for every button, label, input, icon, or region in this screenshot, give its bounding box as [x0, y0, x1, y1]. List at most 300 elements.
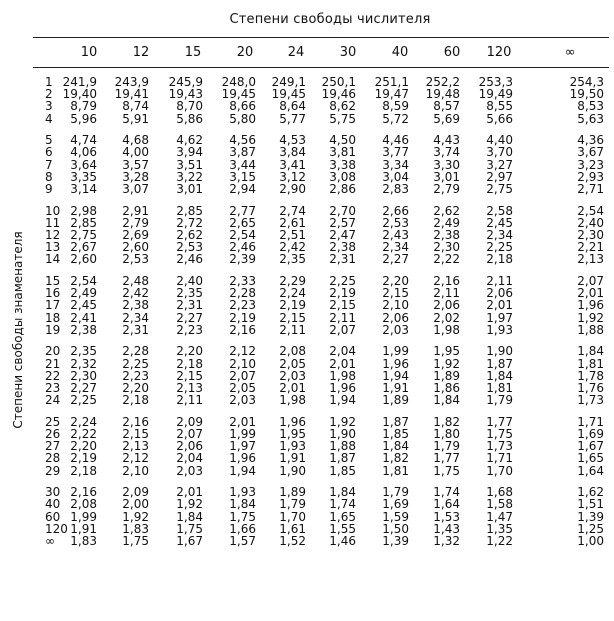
- table-cell: 4,43: [433, 133, 460, 148]
- table-cell: 5,91: [122, 111, 149, 126]
- table-cell: 2,79: [433, 182, 460, 196]
- table-cell: 2,07: [176, 427, 203, 441]
- table-cell: 2,53: [176, 240, 203, 255]
- table-cell: 1,81: [577, 356, 604, 371]
- table-cell: 2,90: [279, 182, 306, 196]
- table-cell: 2,03: [382, 322, 409, 337]
- table-cell: 2,98: [70, 203, 97, 218]
- table-cell: 2,57: [329, 215, 356, 230]
- table-cell: 2,15: [329, 298, 356, 313]
- table-cell: 8,64: [279, 99, 306, 114]
- row-df-label: 13: [45, 240, 61, 255]
- table-cell: 2,85: [70, 215, 97, 230]
- table-cell: 1,98: [279, 393, 306, 408]
- table-cell: 1,65: [329, 509, 356, 524]
- table-cell: 2,20: [122, 381, 149, 395]
- table-cell: 1,65: [577, 451, 604, 466]
- table-cell: 2,22: [433, 252, 460, 267]
- table-cell: 2,05: [279, 356, 306, 371]
- table-cell: 2,35: [279, 252, 306, 267]
- table-cell: 19,47: [374, 87, 409, 102]
- table-cell: 1,74: [433, 485, 460, 500]
- row-df-label: 23: [45, 381, 61, 395]
- table-cell: 2,02: [433, 310, 460, 325]
- table-cell: 2,53: [382, 215, 409, 230]
- table-cell: 8,79: [70, 99, 97, 114]
- row-df-label: 20: [45, 344, 61, 359]
- table-cell: 1,39: [382, 534, 409, 548]
- table-cell: 2,15: [279, 310, 306, 325]
- table-cell: 1,87: [329, 451, 356, 466]
- table-cell: 1,83: [122, 521, 149, 536]
- table-cell: 1,89: [433, 368, 460, 383]
- table-cell: 5,66: [486, 111, 513, 126]
- table-cell: 2,25: [70, 393, 97, 408]
- table-cell: 1,74: [329, 497, 356, 512]
- table-cell: 1,52: [279, 534, 306, 548]
- table-row: [0, 394, 614, 406]
- table-cell: 2,18: [70, 463, 97, 478]
- table-cell: 1,92: [176, 497, 203, 512]
- table-cell: 3,14: [70, 182, 97, 196]
- table-cell: 2,11: [329, 310, 356, 325]
- table-cell: 2,31: [329, 252, 356, 267]
- table-cell: 1,77: [433, 451, 460, 466]
- table-cell: 1,55: [329, 521, 356, 536]
- table-row: [0, 76, 614, 88]
- table-cell: 1,66: [229, 521, 256, 536]
- table-cell: 2,05: [229, 381, 256, 395]
- table-cell: 2,69: [122, 228, 149, 242]
- table-row: [0, 465, 614, 477]
- row-df-label: 2: [45, 87, 53, 102]
- table-cell: 2,24: [279, 286, 306, 301]
- row-df-label: 21: [45, 356, 61, 371]
- table-cell: 2,66: [382, 203, 409, 218]
- table-row: [0, 134, 614, 146]
- table-cell: 4,74: [70, 133, 97, 148]
- table-cell: 1,75: [433, 463, 460, 478]
- table-cell: 2,13: [122, 439, 149, 454]
- table-cell: 1,57: [229, 534, 256, 548]
- table-cell: 1,85: [329, 463, 356, 478]
- table-cell: 1,64: [433, 497, 460, 512]
- table-cell: 1,83: [70, 534, 97, 548]
- table-cell: 1,92: [122, 509, 149, 524]
- table-cell: 2,16: [70, 485, 97, 500]
- table-cell: 2,20: [382, 274, 409, 288]
- table-cell: 1,87: [382, 414, 409, 429]
- table-cell: 3,35: [70, 169, 97, 184]
- table-cell: 1,98: [329, 368, 356, 383]
- row-df-label: 17: [45, 298, 61, 313]
- table-cell: 1,78: [577, 368, 604, 383]
- table-cell: 252,2: [425, 75, 460, 89]
- table-cell: 245,9: [168, 75, 203, 89]
- table-cell: 3,51: [176, 157, 203, 172]
- table-cell: 1,75: [486, 427, 513, 441]
- table-cell: 2,33: [229, 274, 256, 288]
- table-cell: 2,25: [122, 356, 149, 371]
- table-cell: 1,70: [486, 463, 513, 478]
- denominator-df-caption-text: Степени свободы знаменателя: [11, 231, 25, 429]
- row-df-label: 40: [45, 497, 61, 512]
- table-cell: 4,68: [122, 133, 149, 148]
- table-cell: 2,58: [486, 203, 513, 218]
- table-cell: 8,62: [329, 99, 356, 114]
- table-cell: 1,84: [433, 393, 460, 408]
- table-cell: 2,35: [70, 344, 97, 359]
- table-cell: 2,16: [122, 414, 149, 429]
- row-df-label: 29: [45, 463, 61, 478]
- table-cell: 2,61: [279, 215, 306, 230]
- table-cell: 19,49: [478, 87, 513, 102]
- table-cell: 1,68: [486, 485, 513, 500]
- table-cell: 3,67: [577, 145, 604, 160]
- table-cell: 2,29: [279, 274, 306, 288]
- table-cell: 2,93: [577, 169, 604, 184]
- table-cell: 2,18: [176, 356, 203, 371]
- table-cell: 2,19: [70, 451, 97, 466]
- table-cell: 2,24: [70, 414, 97, 429]
- table-cell: 2,28: [229, 286, 256, 301]
- table-row: [0, 312, 614, 324]
- table-cell: 2,62: [176, 228, 203, 242]
- table-cell: 19,46: [321, 87, 356, 102]
- table-row: [0, 287, 614, 299]
- table-cell: 2,38: [70, 322, 97, 337]
- table-cell: 1,99: [382, 344, 409, 359]
- table-cell: 2,41: [70, 310, 97, 325]
- table-row: [0, 535, 614, 547]
- table-cell: 2,45: [70, 298, 97, 313]
- table-cell: 2,27: [382, 252, 409, 267]
- table-cell: 3,74: [433, 145, 460, 160]
- table-cell: 3,34: [382, 157, 409, 172]
- table-cell: 2,15: [176, 368, 203, 383]
- table-cell: 2,11: [433, 286, 460, 301]
- table-cell: 1,93: [229, 485, 256, 500]
- table-row: [0, 100, 614, 112]
- table-cell: 1,97: [486, 310, 513, 325]
- table-cell: 1,32: [433, 534, 460, 548]
- table-row: [0, 358, 614, 370]
- row-df-label: 3: [45, 99, 53, 114]
- table-cell: 2,10: [122, 463, 149, 478]
- table-row: [0, 88, 614, 100]
- table-cell: 250,1: [321, 75, 356, 89]
- column-header: 12: [132, 45, 150, 60]
- row-df-label: 30: [45, 485, 61, 500]
- table-cell: 2,43: [382, 228, 409, 242]
- table-cell: 8,59: [382, 99, 409, 114]
- table-cell: 2,10: [229, 356, 256, 371]
- table-cell: 2,94: [229, 182, 256, 196]
- table-cell: 2,38: [329, 240, 356, 255]
- table-row: [0, 241, 614, 253]
- table-cell: 1,62: [577, 485, 604, 500]
- table-cell: 2,86: [329, 182, 356, 196]
- table-cell: 3,01: [176, 182, 203, 196]
- table-cell: 1,94: [229, 463, 256, 478]
- table-cell: 2,75: [486, 182, 513, 196]
- table-cell: 1,89: [382, 393, 409, 408]
- table-cell: 2,42: [279, 240, 306, 255]
- row-df-label: 25: [45, 414, 61, 429]
- row-df-label: 26: [45, 427, 61, 441]
- table-row: [0, 275, 614, 287]
- table-cell: 19,45: [221, 87, 256, 102]
- table-cell: 2,15: [122, 427, 149, 441]
- table-cell: 2,16: [433, 274, 460, 288]
- table-cell: 1,84: [176, 509, 203, 524]
- row-df-label: 15: [45, 274, 61, 288]
- table-cell: 3,38: [329, 157, 356, 172]
- table-row: [0, 452, 614, 464]
- column-header: 20: [236, 45, 254, 60]
- table-cell: 2,18: [122, 393, 149, 408]
- table-cell: 2,23: [176, 322, 203, 337]
- table-cell: 2,11: [176, 393, 203, 408]
- table-cell: 2,11: [486, 274, 513, 288]
- table-cell: 1,96: [382, 356, 409, 371]
- table-cell: 1,71: [486, 451, 513, 466]
- table-row: [0, 299, 614, 311]
- table-cell: 3,22: [176, 169, 203, 184]
- table-cell: 2,07: [229, 368, 256, 383]
- table-cell: 1,99: [70, 509, 97, 524]
- table-cell: 1,88: [329, 439, 356, 454]
- table-cell: 2,00: [122, 497, 149, 512]
- table-cell: 3,64: [70, 157, 97, 172]
- table-cell: 2,30: [433, 240, 460, 255]
- table-cell: 1,91: [70, 521, 97, 536]
- table-cell: 1,75: [229, 509, 256, 524]
- table-cell: 3,07: [122, 182, 149, 196]
- row-df-label: 120: [45, 521, 68, 536]
- table-cell: 2,09: [176, 414, 203, 429]
- table-cell: 2,32: [70, 356, 97, 371]
- table-cell: 5,69: [433, 111, 460, 126]
- row-df-label: ∞: [45, 534, 55, 548]
- table-cell: 1,96: [279, 414, 306, 429]
- table-cell: 1,84: [486, 368, 513, 383]
- table-cell: 1,00: [577, 534, 604, 548]
- row-df-label: 8: [45, 169, 53, 184]
- table-cell: 1,98: [433, 322, 460, 337]
- table-cell: 1,97: [229, 439, 256, 454]
- table-cell: 2,01: [279, 381, 306, 395]
- table-cell: 5,72: [382, 111, 409, 126]
- table-cell: 8,57: [433, 99, 460, 114]
- table-cell: 1,94: [329, 393, 356, 408]
- table-cell: 241,9: [62, 75, 97, 89]
- table-cell: 2,08: [70, 497, 97, 512]
- table-cell: 254,3: [569, 75, 604, 89]
- table-cell: 2,25: [329, 274, 356, 288]
- row-df-label: 28: [45, 451, 61, 466]
- table-cell: 1,93: [279, 439, 306, 454]
- row-df-label: 10: [45, 203, 61, 218]
- table-cell: 1,96: [229, 451, 256, 466]
- table-cell: 4,00: [122, 145, 149, 160]
- table-cell: 1,85: [382, 427, 409, 441]
- table-cell: 2,07: [577, 274, 604, 288]
- table-cell: 1,59: [382, 509, 409, 524]
- column-header: 10: [80, 45, 98, 60]
- table-cell: 1,84: [382, 439, 409, 454]
- table-cell: 1,84: [329, 485, 356, 500]
- table-row: [0, 498, 614, 510]
- row-df-label: 60: [45, 509, 61, 524]
- table-row: [0, 440, 614, 452]
- table-cell: 2,46: [229, 240, 256, 255]
- table-cell: 1,76: [577, 381, 604, 395]
- table-cell: 3,12: [279, 169, 306, 184]
- table-cell: 3,94: [176, 145, 203, 160]
- table-cell: 2,39: [229, 252, 256, 267]
- column-header: 15: [184, 45, 202, 60]
- table-cell: 3,28: [122, 169, 149, 184]
- table-cell: 4,06: [70, 145, 97, 160]
- table-cell: 3,01: [433, 169, 460, 184]
- table-cell: 3,15: [229, 169, 256, 184]
- table-cell: 1,88: [577, 322, 604, 337]
- table-cell: 2,11: [279, 322, 306, 337]
- table-cell: 2,34: [486, 228, 513, 242]
- table-cell: 1,91: [279, 451, 306, 466]
- table-cell: 3,70: [486, 145, 513, 160]
- table-cell: 1,87: [486, 356, 513, 371]
- numerator-df-caption: Степени свободы числителя: [229, 12, 431, 27]
- table-cell: 19,41: [114, 87, 149, 102]
- table-cell: 2,12: [122, 451, 149, 466]
- table-cell: 251,1: [374, 75, 409, 89]
- table-row: [0, 183, 614, 195]
- header-rule: [33, 67, 609, 68]
- table-cell: 2,27: [70, 381, 97, 395]
- row-df-label: 22: [45, 368, 61, 383]
- table-cell: 1,92: [577, 310, 604, 325]
- table-cell: 2,62: [433, 203, 460, 218]
- table-cell: 19,40: [62, 87, 97, 102]
- table-cell: 2,01: [577, 286, 604, 301]
- table-cell: 2,97: [486, 169, 513, 184]
- table-cell: 1,61: [279, 521, 306, 536]
- table-cell: 249,1: [271, 75, 306, 89]
- table-cell: 8,74: [122, 99, 149, 114]
- table-cell: 2,60: [122, 240, 149, 255]
- table-cell: 8,66: [229, 99, 256, 114]
- table-cell: 1,94: [382, 368, 409, 383]
- table-cell: 2,30: [577, 228, 604, 242]
- row-df-label: 1: [45, 75, 53, 89]
- table-cell: 2,03: [279, 368, 306, 383]
- table-cell: 4,50: [329, 133, 356, 148]
- table-cell: 3,23: [577, 157, 604, 172]
- row-df-label: 19: [45, 322, 61, 337]
- table-cell: 4,40: [486, 133, 513, 148]
- table-cell: 2,23: [229, 298, 256, 313]
- table-cell: 2,20: [176, 344, 203, 359]
- table-cell: 2,19: [329, 286, 356, 301]
- table-cell: 1,81: [486, 381, 513, 395]
- table-cell: 4,56: [229, 133, 256, 148]
- table-cell: 1,95: [433, 344, 460, 359]
- table-cell: 2,40: [577, 215, 604, 230]
- table-cell: 1,90: [486, 344, 513, 359]
- row-df-label: 14: [45, 252, 61, 267]
- table-cell: 8,53: [577, 99, 604, 114]
- table-cell: 1,79: [433, 439, 460, 454]
- table-cell: 3,04: [382, 169, 409, 184]
- table-cell: 2,18: [486, 252, 513, 267]
- table-cell: 2,70: [329, 203, 356, 218]
- table-cell: 2,34: [122, 310, 149, 325]
- column-header: 60: [443, 45, 461, 60]
- table-cell: 5,75: [329, 111, 356, 126]
- table-cell: 2,13: [577, 252, 604, 267]
- table-cell: 3,81: [329, 145, 356, 160]
- table-cell: 1,90: [279, 463, 306, 478]
- table-cell: 2,08: [279, 344, 306, 359]
- top-rule: [33, 37, 609, 38]
- row-df-label: 27: [45, 439, 61, 454]
- table-cell: 1,25: [577, 521, 604, 536]
- table-cell: 2,65: [229, 215, 256, 230]
- table-cell: 1,77: [486, 414, 513, 429]
- table-cell: 1,86: [433, 381, 460, 395]
- table-cell: 4,53: [279, 133, 306, 148]
- table-cell: 243,9: [114, 75, 149, 89]
- table-row: [0, 171, 614, 183]
- table-cell: 1,51: [577, 497, 604, 512]
- table-row: [0, 113, 614, 125]
- table-cell: 4,62: [176, 133, 203, 148]
- table-cell: 2,74: [279, 203, 306, 218]
- table-row: [0, 486, 614, 498]
- table-cell: 4,36: [577, 133, 604, 148]
- table-cell: 2,72: [176, 215, 203, 230]
- table-cell: 1,69: [577, 427, 604, 441]
- table-cell: 1,92: [433, 356, 460, 371]
- table-cell: 1,35: [486, 521, 513, 536]
- table-cell: 2,19: [229, 310, 256, 325]
- column-header: 40: [391, 45, 409, 60]
- table-cell: 1,79: [486, 393, 513, 408]
- table-cell: 19,43: [168, 87, 203, 102]
- table-cell: 2,23: [122, 368, 149, 383]
- table-cell: 2,35: [176, 286, 203, 301]
- table-row: [0, 370, 614, 382]
- table-cell: 5,96: [70, 111, 97, 126]
- table-cell: 2,79: [122, 215, 149, 230]
- table-cell: 2,31: [176, 298, 203, 313]
- table-cell: 1,22: [486, 534, 513, 548]
- row-df-label: 18: [45, 310, 61, 325]
- row-df-label: 12: [45, 228, 61, 242]
- table-cell: 4,46: [382, 133, 409, 148]
- table-row: [0, 217, 614, 229]
- table-cell: 1,92: [329, 414, 356, 429]
- table-row: [0, 229, 614, 241]
- table-cell: 5,63: [577, 111, 604, 126]
- table-cell: 3,27: [486, 157, 513, 172]
- table-cell: 3,44: [229, 157, 256, 172]
- table-cell: 2,06: [382, 310, 409, 325]
- table-cell: 2,06: [433, 298, 460, 313]
- table-cell: 2,38: [433, 228, 460, 242]
